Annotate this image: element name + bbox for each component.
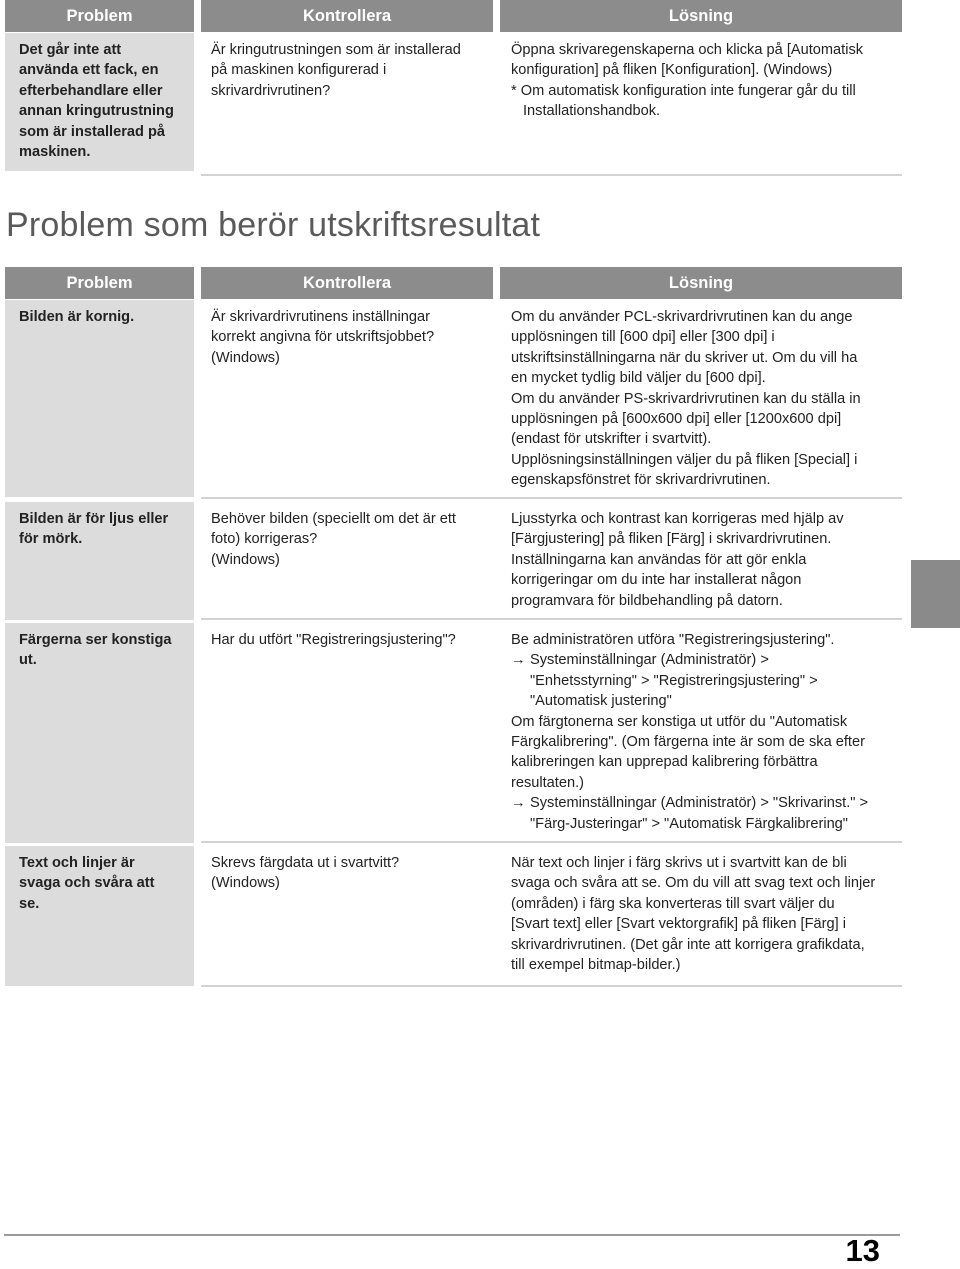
header-problem: Problem (5, 267, 194, 299)
text-line: kalibreringen kan upprepad kalibrering förbättra (511, 754, 818, 771)
text-line: svaga och svåra att se. Om du vill att svag text och linjer (511, 875, 876, 892)
problem-cell (5, 846, 194, 986)
table-peripherals (5, 0, 902, 178)
text-line: foto) korrigeras? (211, 531, 318, 548)
problem-cell (5, 33, 194, 171)
text-line: på maskinen konfigurerad i (211, 62, 387, 79)
header-solution: Lösning (500, 267, 902, 299)
note-line: Installationshandbok. (523, 103, 661, 120)
text-line: Har du utfört "Registreringsjustering"? (211, 632, 456, 648)
text-line: Om du använder PCL-skrivardrivrutinen kan du ange (511, 309, 853, 325)
text-line: se. (19, 895, 40, 912)
note-line: * Om automatisk konfiguration inte fungerar går du till (511, 82, 856, 99)
text-line: Är kringutrustningen som är installerad (211, 42, 461, 58)
table-print-results (5, 267, 902, 989)
check-cell (201, 623, 493, 650)
text-line: Ljusstyrka och kontrast kan korrigeras med hjälp av (511, 511, 844, 527)
problem-cell (5, 300, 194, 497)
text-line: Behöver bilden (speciellt om det är ett (211, 511, 456, 527)
text-line: Bilden är för ljus eller (19, 511, 169, 527)
text-line: använda ett fack, en (19, 62, 159, 79)
text-line: upplösningen på [600x600 dpi] eller [1200x600 dpi] (511, 411, 842, 428)
page-number: 13 (845, 1233, 880, 1268)
text-line: för mörk. (19, 531, 83, 548)
text-line: Det går inte att (19, 42, 122, 58)
text-line: skrivardrivrutinen. (Det går inte att korrigera grafikdata, (511, 936, 865, 953)
row-divider (201, 618, 902, 620)
text-line: Färgerna ser konstiga (19, 632, 172, 648)
text-line: till exempel bitmap-bilder.) (511, 957, 681, 974)
text-line: maskinen. (19, 144, 91, 161)
text-line: Färgkalibrering". (Om färgerna inte är som de ska efter (511, 734, 865, 751)
row-divider (201, 985, 902, 987)
check-cell (201, 33, 493, 101)
check-cell (201, 846, 493, 894)
header-check: Kontrollera (201, 0, 493, 32)
text-line: en mycket tydlig bild väljer du [600 dpi]. (511, 370, 766, 387)
text-line: egenskapsfönstret för skrivardrivrutinen. (511, 472, 771, 489)
text-line: ut. (19, 652, 37, 669)
menu-path: → Systeminställningar (Administratör) > (511, 650, 892, 670)
text-line: Text och linjer är (19, 855, 135, 871)
text-line: korrigeringar om du inte har installerat någon (511, 572, 802, 589)
text-line: (endast för utskrifter i svartvitt). (511, 431, 712, 448)
text-line: (områden) i färg ska konverteras till svart väljer du (511, 895, 835, 912)
text-line: programvara för bildbehandling på datorn. (511, 592, 783, 609)
text-line: [Färgjustering] på fliken [Färg] i skrivardrivrutinen. (511, 531, 832, 548)
text-line: Bilden är kornig. (19, 309, 135, 325)
side-chapter-tab (911, 560, 960, 628)
header-check: Kontrollera (201, 267, 493, 299)
solution-cell (500, 300, 902, 491)
problem-cell (5, 623, 194, 843)
row-divider (201, 174, 902, 176)
text-line: efterbehandlare eller (19, 82, 163, 99)
text-line: Är skrivardrivrutinens inställningar (211, 309, 430, 325)
row-divider (201, 497, 902, 499)
text-line: Öppna skrivaregenskaperna och klicka på [Automatisk (511, 42, 864, 58)
menu-path: "Enhetsstyrning" > "Registreringsjustering" > (530, 672, 818, 689)
text-line: (Windows) (211, 551, 280, 568)
problem-cell (5, 502, 194, 620)
header-solution: Lösning (500, 0, 902, 32)
text-line: svaga och svåra att (19, 875, 155, 892)
text-line: (Windows) (211, 875, 280, 892)
text-line: Om du använder PS-skrivardrivrutinen kan du ställa in (511, 390, 861, 407)
solution-cell (500, 846, 902, 975)
text-line: Be administratören utföra "Registreringsjustering". (511, 632, 835, 648)
menu-path: → Systeminställningar (Administratör) > "Skrivarinst." > (511, 793, 892, 813)
check-cell (201, 300, 493, 368)
text-line: upplösningen till [600 dpi] eller [300 dpi] i (511, 329, 775, 346)
header-problem: Problem (5, 0, 194, 32)
footer-rule (4, 1234, 900, 1236)
text-line: Inställningarna kan användas för att gör enkla (511, 551, 807, 568)
text-line: (Windows) (211, 349, 280, 366)
text-line: resultaten.) (511, 774, 585, 791)
text-line: konfiguration] på fliken [Konfiguration]. (Windows) (511, 62, 833, 79)
section-title: Problem som berör utskriftsresultat (6, 206, 541, 244)
text-line: som är installerad på (19, 123, 165, 140)
text-line: Om färgtonerna ser konstiga ut utför du "Automatisk (511, 713, 848, 730)
text-line: utskriftsinställningarna när du skriver ut. Om du vill ha (511, 349, 858, 366)
text-line: När text och linjer i färg skrivs ut i svartvitt kan de bli (511, 855, 847, 871)
text-line: [Svart text] eller [Svart vektorgrafik] på fliken [Färg] i (511, 916, 846, 933)
solution-cell (500, 623, 902, 834)
check-cell (201, 502, 493, 570)
menu-path: "Automatisk justering" (530, 693, 672, 710)
text-line: annan kringutrustning (19, 103, 174, 120)
solution-cell (500, 502, 902, 611)
text-line: Upplösningsinställningen väljer du på fliken [Special] i (511, 451, 858, 468)
text-line: korrekt angivna för utskriftsjobbet? (211, 329, 435, 346)
text-line: skrivardrivrutinen? (211, 82, 331, 99)
menu-path: "Färg-Justeringar" > "Automatisk Färgkalibrering" (530, 815, 848, 832)
solution-cell (500, 33, 902, 122)
row-divider (201, 841, 902, 843)
text-line: Skrevs färgdata ut i svartvitt? (211, 855, 400, 871)
